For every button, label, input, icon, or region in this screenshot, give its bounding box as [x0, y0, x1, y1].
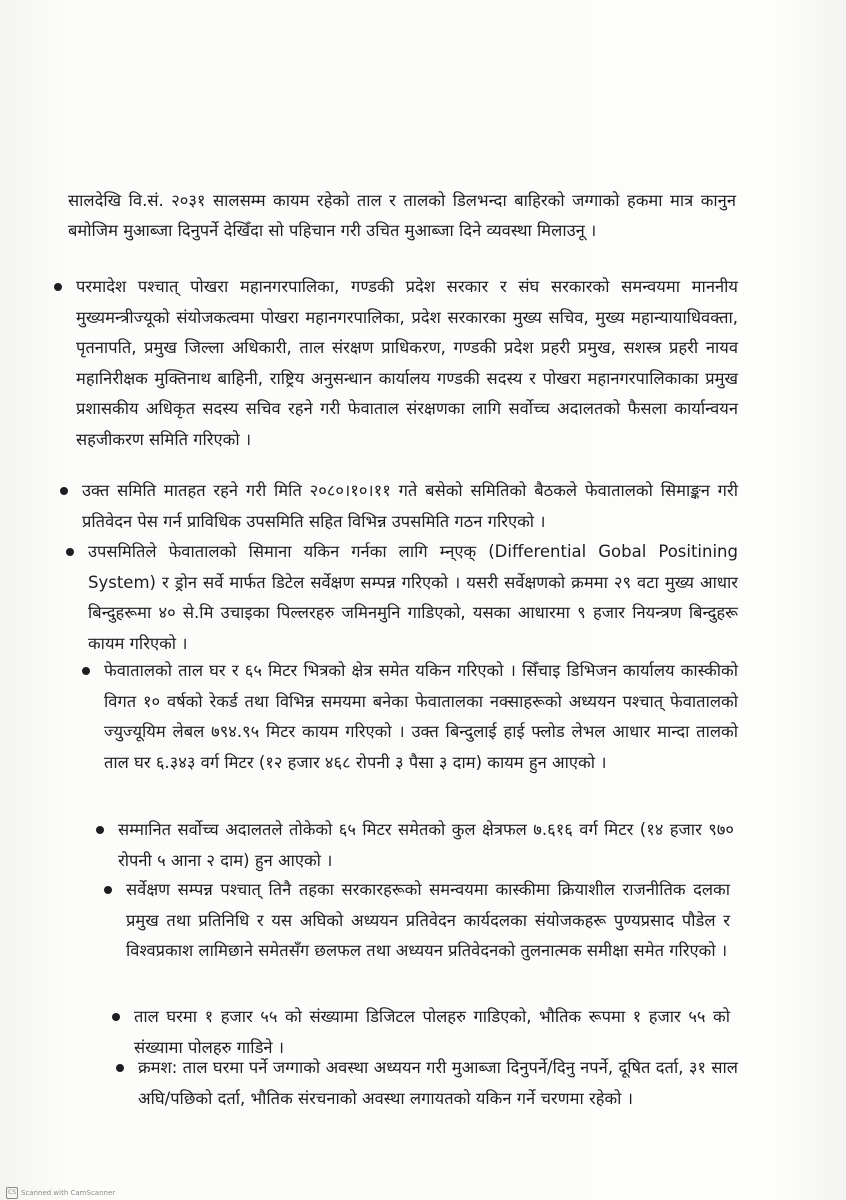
bullet-dot-icon	[104, 886, 112, 894]
bullet-text: उपसमितिले फेवातालको सिमाना यकिन गर्नका लागि म्न्एक् (Differential Gobal Positining System) र ड्रोन सर्वे मार्फत डिटेल सर्वेक्षण सम्पन्न गरिएको । यसरी सर्वेक्षणको क्रममा २९ वटा मुख्य आधार बिन्दुहरूमा ४० से.मि उचाइका पिल्लरहरु जमिनमुनि गाडिएको, यसका आधारमा ९ हजार नियन्त्रण बिन्दुहरू कायम गरिएको ।	[88, 542, 738, 653]
bullet-dot-icon	[54, 283, 62, 291]
bullet-text: क्रमश: ताल घरमा पर्ने जग्गाको अवस्था अध्ययन गरी मुआब्जा दिनुपर्ने/दिनु नपर्ने, दूषित दर्ता, ३१ साल अघि/पछिको दर्ता, भौतिक संरचनाको अवस्था लगायतको यकिन गर्ने चरणमा रहेको ।	[138, 1058, 738, 1108]
bullet-text: ताल घरमा १ हजार ५५ को संख्यामा डिजिटल पोलहरु गाडिएको, भौतिक रूपमा १ हजार ५५ को संख्यामा पोलहरु गाडिने ।	[134, 1007, 730, 1057]
bullet-text: उक्त समिति मातहत रहने गरी मिति २०८०।१०।११ गते बसेको समितिको बैठकले फेवातालको सिमाङ्कन गरी प्रतिवेदन पेस गर्न प्राविधिक उपसमिति सहित विभिन्न उपसमिति गठन गरिएको ।	[82, 481, 738, 531]
bullet-item-survey	[88, 537, 738, 659]
bullet-item-total-area	[118, 815, 734, 876]
bullet-text: सर्वेक्षण सम्पन्न पश्चात् तिनै तहका सरकारहरूको समन्वयमा कास्कीमा क्रियाशील राजनीतिक दलका प्रमुख तथा प्रतिनिधि र यस अघिको अध्ययन प्रतिवेदन कार्यदलका संयोजकहरू पुण्यप्रसाद पौडेल र विश्वप्रकाश लामिछाने समेतसँग छलफल तथा अध्ययन प्रतिवेदनको तुलनात्मक समीक्षा समेत गरिएको ।	[126, 880, 730, 960]
bullet-item-committee-formation	[76, 272, 738, 455]
bullet-dot-icon	[60, 487, 68, 495]
bullet-dot-icon	[82, 667, 90, 675]
bullet-text: सम्मानित सर्वोच्च अदालतले तोकेको ६५ मिटर समेतको कुल क्षेत्रफल ७.६१६ वर्ग मिटर (१४ हजार ९७० रोपनी ५ आना २ दाम) हुन आएको ।	[118, 820, 734, 870]
bullet-dot-icon	[66, 548, 74, 556]
bullet-dot-icon	[112, 1013, 120, 1021]
bullet-dot-icon	[116, 1064, 124, 1072]
bullet-item-consultation	[126, 875, 730, 967]
bullet-item-lake-area	[104, 656, 738, 778]
scanner-watermark	[6, 1187, 115, 1199]
intro-paragraph: सालदेखि वि.सं. २०३१ सालसम्म कायम रहेको ताल र तालको डिलभन्दा बाहिरको जग्गाको हकमा मात्र कानुन बमोजिम मुआब्जा दिनुपर्ने देखिँदा सो पहिचान गरी उचित मुआब्जा दिने व्यवस्था मिलाउनू ।	[68, 191, 736, 240]
bullet-text: परमादेश पश्चात् पोखरा महानगरपालिका, गण्डकी प्रदेश सरकार र संघ सरकारको समन्वयमा माननीय मुख्यमन्त्रीज्यूको संयोजकत्वमा पोखरा महानगरपालिका, प्रदेश सरकारका मुख्य सचिव, मुख्य महान्यायाधिवक्ता, पृतनापति, प्रमुख जिल्ला अधिकारी, ताल संरक्षण प्राधिकरण, गण्डकी प्रदेश प्रहरी प्रमुख, सशस्त्र प्रहरी नायव महानिरीक्षक मुक्तिनाथ बाहिनी, राष्ट्रिय अनुसन्धान कार्यालय गण्डकी सदस्य र पोखरा महानगरपालिकाका प्रमुख प्रशासकीय अधिकृत सदस्य सचिव रहने गरी फेवाताल संरक्षणका लागि सर्वोच्च अदालतको फैसला कार्यान्वयन सहजीकरण समिति गरिएको ।	[76, 277, 738, 449]
watermark-text: Scanned with CamScanner	[21, 1189, 116, 1197]
bullet-item-subcommittee	[82, 476, 738, 537]
bullet-item-land-status	[138, 1053, 738, 1114]
camscanner-logo-icon: CS	[6, 1187, 18, 1199]
bullet-dot-icon	[96, 826, 104, 834]
bullet-text: फेवातालको ताल घर र ६५ मिटर भित्रको क्षेत्र समेत यकिन गरिएको । सिँचाइ डिभिजन कार्यालय कास्कीको विगत १० वर्षको रेकर्ड तथा विभिन्न समयमा बनेका फेवातालका नक्साहरूको अध्ययन पश्चात् फेवातालको ज्युज्यूयिम लेबल ७९४.९५ मिटर कायम गरिएको । उक्त बिन्दुलाई हाई फ्लोड लेभल आधार मान्दा तालको ताल घर ६.३४३ वर्ग मिटर (१२ हजार ४६८ रोपनी ३ पैसा ३ दाम) कायम हुन आएको ।	[104, 661, 738, 772]
